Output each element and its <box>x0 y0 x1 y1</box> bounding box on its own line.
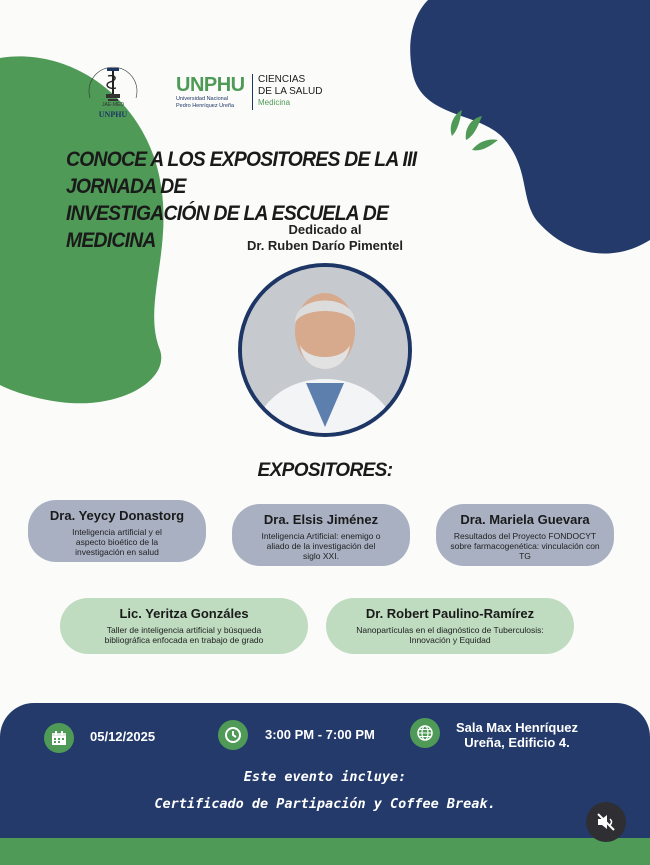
event-location-2: Ureña, Edificio 4. <box>464 735 570 750</box>
includes-line-1: Este evento incluye: <box>243 769 407 785</box>
calendar-icon <box>44 723 74 753</box>
speaker-topic: Nanopartículas en el diagnóstico de Tuberculosis: Innovación y Equidad <box>356 625 544 645</box>
speaker-topic: Taller de inteligencia artificial y búsqueda bibliográfica enfocada en trabajo de grado <box>104 625 264 645</box>
mute-button[interactable] <box>586 802 626 842</box>
event-location-1: Sala Max Henríquez <box>455 720 579 735</box>
unphu-wordmark: UNPHU <box>176 74 245 96</box>
speaker-topic: Inteligencia Artificial: enemigo o aliado de la investigación del siglo XXI. <box>261 531 381 561</box>
footer-strip <box>0 838 650 865</box>
unphu-logo <box>176 74 250 114</box>
jae-med-seal <box>80 60 146 124</box>
seal-org: UNPHU <box>98 110 128 119</box>
dedication-line-2: Dr. Ruben Darío Pimentel <box>246 238 404 253</box>
event-date: 05/12/2025 <box>90 729 156 744</box>
unphu-subtitle-1: Universidad Nacional <box>176 96 228 102</box>
speaker-topic: Inteligencia artificial y el aspecto bioético de la investigación en salud <box>72 527 162 557</box>
logo-divider <box>252 74 253 110</box>
speaker-card <box>60 598 308 654</box>
includes-line-2: Certificado de Partipación y Coffee Break. <box>154 796 496 812</box>
dedication-line-1: Dedicado al <box>288 222 362 237</box>
unphu-subtitle-2: Pedro Henríquez Ureña <box>176 103 235 109</box>
event-time: 3:00 PM - 7:00 PM <box>265 727 375 742</box>
speaker-name: Dra. Yeycy Donastorg <box>49 508 185 523</box>
speaker-card <box>28 500 206 562</box>
speaker-topic: Resultados del Proyecto FONDOCYT sobre farmacogenética: vinculación con TG <box>450 531 600 561</box>
speaker-name: Dra. Mariela Guevara <box>460 512 590 527</box>
speaker-name: Dr. Robert Paulino-Ramírez <box>365 606 535 621</box>
speaker-name: Dra. Elsis Jiménez <box>263 512 379 527</box>
title-line-1: CONOCE A LOS EXPOSITORES DE LA III JORNADA DE <box>66 148 417 198</box>
honoree-portrait <box>238 263 412 437</box>
mute-icon <box>596 813 616 831</box>
speaker-card <box>326 598 574 654</box>
title-line-2: INVESTIGACIÓN DE LA ESCUELA DE MEDICINA <box>66 202 389 252</box>
clock-icon <box>218 720 248 750</box>
globe-icon <box>410 718 440 748</box>
speaker-name: Lic. Yeritza Gonzáles <box>119 606 249 621</box>
faculty-line-3: Medicina <box>258 98 291 107</box>
faculty-line-2: DE LA SALUD <box>258 86 323 97</box>
speaker-card <box>232 504 410 566</box>
faculty-line-1: CIENCIAS <box>258 74 306 85</box>
seal-caption: JAE-MED <box>102 102 124 108</box>
faculty-logo <box>258 74 338 108</box>
speaker-card <box>436 504 614 566</box>
speakers-heading: EXPOSITORES: <box>257 460 393 481</box>
